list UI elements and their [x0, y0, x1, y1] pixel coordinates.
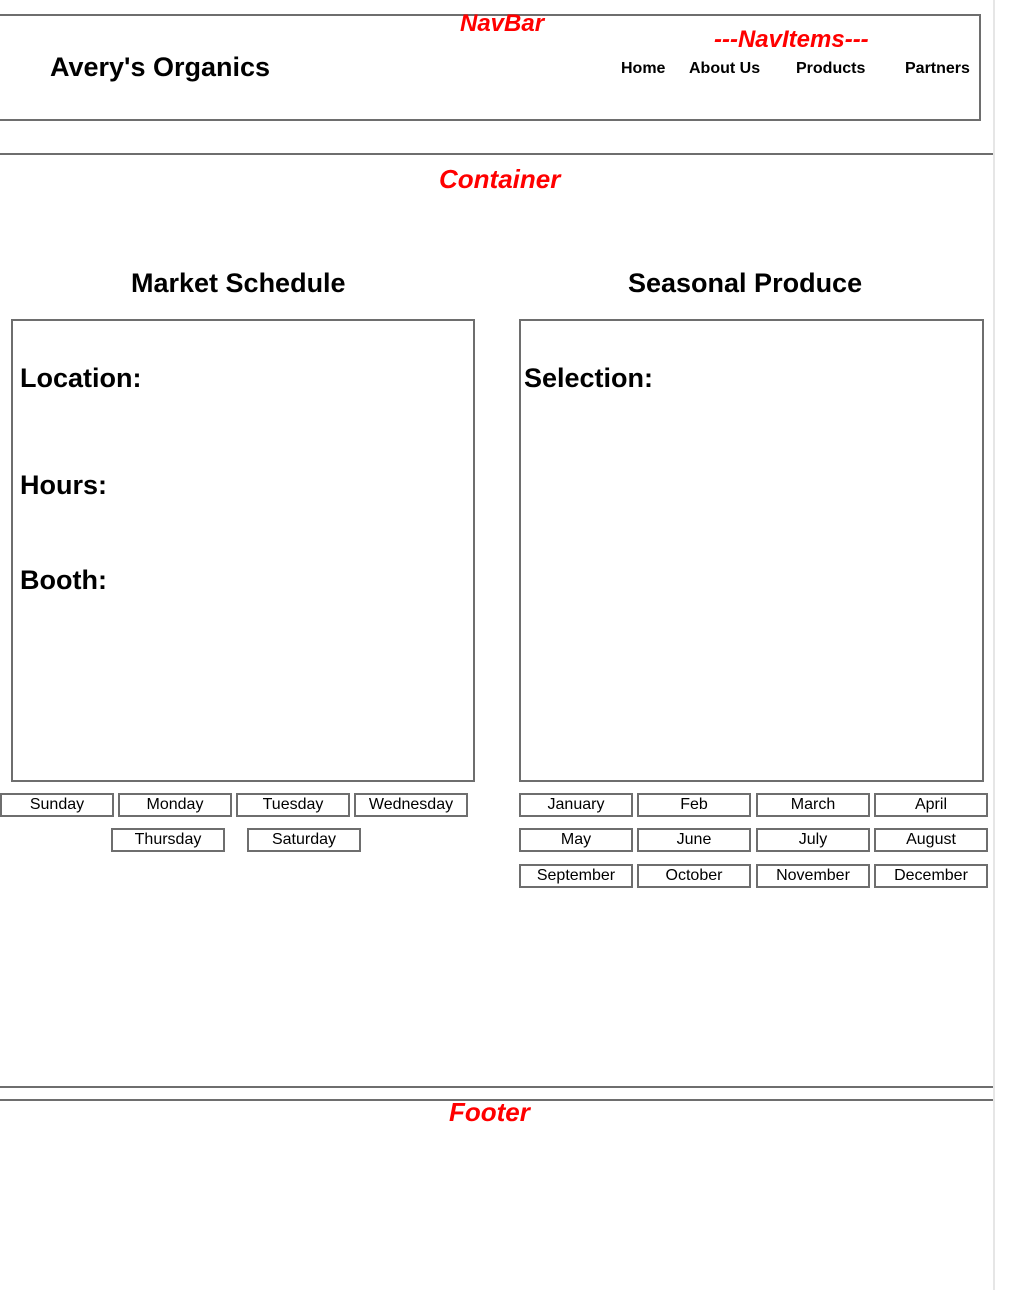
month-button-september[interactable]: September: [519, 864, 633, 888]
day-button-monday[interactable]: Monday: [118, 793, 232, 817]
booth-label: Booth:: [20, 565, 107, 595]
brand-title[interactable]: Avery's Organics: [50, 52, 271, 82]
month-button-november[interactable]: November: [756, 864, 870, 888]
container-annotation: Container: [439, 164, 561, 194]
day-button-sunday[interactable]: Sunday: [0, 793, 114, 817]
month-button-feb[interactable]: Feb: [637, 793, 751, 817]
navitems-annotation: ---NavItems---: [714, 26, 869, 53]
month-button-december[interactable]: December: [874, 864, 988, 888]
day-button-saturday[interactable]: Saturday: [247, 828, 361, 852]
navbar-annotation: NavBar: [460, 10, 545, 37]
nav-item-about-us[interactable]: About Us: [689, 60, 761, 77]
month-button-january[interactable]: January: [519, 793, 633, 817]
selection-label: Selection:: [524, 363, 654, 393]
month-button-may[interactable]: May: [519, 828, 633, 852]
hours-label: Hours:: [20, 470, 107, 500]
nav-item-home[interactable]: Home: [621, 60, 666, 77]
page-edge-divider: [993, 0, 995, 1290]
footer-annotation: Footer: [449, 1097, 530, 1127]
month-button-july[interactable]: July: [756, 828, 870, 852]
day-button-thursday[interactable]: Thursday: [111, 828, 225, 852]
day-button-tuesday[interactable]: Tuesday: [236, 793, 350, 817]
nav-item-products[interactable]: Products: [796, 60, 866, 77]
month-button-october[interactable]: October: [637, 864, 751, 888]
month-button-april[interactable]: April: [874, 793, 988, 817]
location-label: Location:: [20, 363, 142, 393]
month-button-june[interactable]: June: [637, 828, 751, 852]
month-button-august[interactable]: August: [874, 828, 988, 852]
seasonal-produce-title: Seasonal Produce: [628, 268, 863, 298]
nav-item-partners[interactable]: Partners: [905, 60, 970, 77]
month-button-march[interactable]: March: [756, 793, 870, 817]
day-button-wednesday[interactable]: Wednesday: [354, 793, 468, 817]
market-schedule-title: Market Schedule: [131, 268, 346, 298]
